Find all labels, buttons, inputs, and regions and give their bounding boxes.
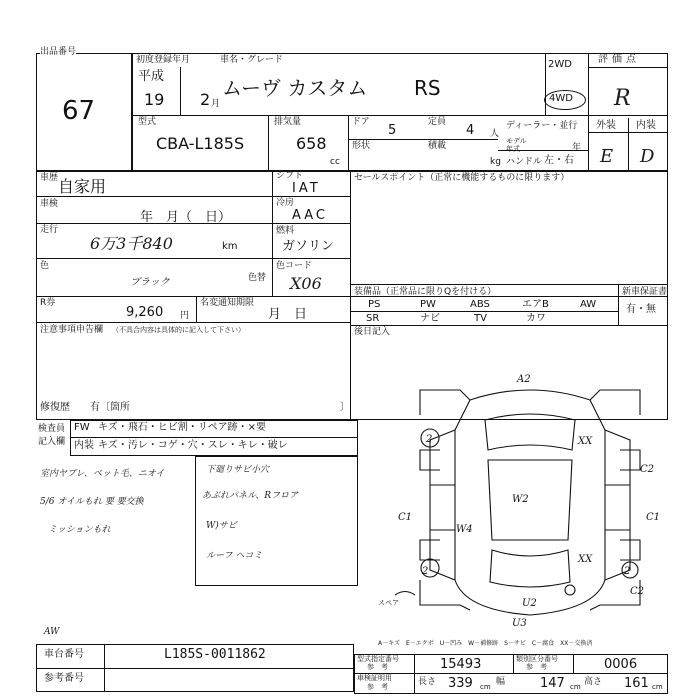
hand-right-3: W)サビ xyxy=(206,521,237,531)
ref-label: 参考番号 xyxy=(44,673,84,684)
width-unit: cm xyxy=(570,683,581,691)
damage-mark: XX xyxy=(578,436,593,447)
equipment-item: エアB xyxy=(522,299,549,310)
damage-mark: 2 xyxy=(426,434,433,445)
height-value: 161 xyxy=(624,676,649,691)
warranty-label: 新車保証書 xyxy=(622,287,668,297)
km-unit: km xyxy=(222,241,238,252)
type-value: CBA-L185S xyxy=(156,134,245,153)
aircon-value: AAC xyxy=(292,208,328,223)
history-value: 自家用 xyxy=(58,177,107,196)
equipment-item: SR xyxy=(366,313,380,324)
damage-mark: C1 xyxy=(398,512,413,523)
inspector-line-2: キズ・汚レ・コゲ・穴・スレ・キレ・破レ xyxy=(98,440,288,451)
mileage-value: 6万3千840 xyxy=(90,234,173,253)
dealer-label: ディーラー・並行 xyxy=(506,121,578,131)
hand-right-4: ルーフ ヘコミ xyxy=(206,551,263,561)
equipment-item: カワ xyxy=(526,313,546,324)
damage-mark: U3 xyxy=(512,618,527,629)
damage-mark: 2 xyxy=(422,566,429,577)
hand-left-1: 室内ヤブレ、ベット毛、ニオイ xyxy=(40,469,165,479)
exterior-label: 外装 xyxy=(596,120,616,131)
category-value: 0006 xyxy=(604,657,638,672)
hand-left-2: 5/6 オイルもれ 要 要交換 xyxy=(40,497,144,507)
handle-label: ハンドル xyxy=(506,157,543,167)
color-value: ブラック xyxy=(130,277,170,288)
after-label: 後日記入 xyxy=(354,327,391,337)
car-diagram xyxy=(400,370,670,630)
recycle-value: 9,260 xyxy=(126,305,164,320)
door-label: ドア xyxy=(352,117,370,127)
equipment-label: 装備品（正常品に限りQを付ける） xyxy=(354,287,497,297)
inspector-line-1: キズ・飛石・ヒビ割・リペア跡・×要 xyxy=(98,422,266,433)
door-value: 5 xyxy=(388,123,397,138)
chassis-label: 車台番号 xyxy=(44,649,84,660)
model-grade-label: 車名・グレード xyxy=(220,55,284,65)
equipment-item: TV xyxy=(474,313,487,324)
category-label: 類別区分番号 xyxy=(516,655,558,663)
damage-mark: 2 xyxy=(624,566,631,577)
damage-mark: U2 xyxy=(522,598,537,609)
equipment-item: PW xyxy=(420,299,436,310)
type-label: 型式 xyxy=(138,117,157,127)
equipment-item: PS xyxy=(368,299,381,310)
capacity-value: 4 xyxy=(466,123,475,138)
reg-month: 2 xyxy=(200,90,211,109)
inspector-label-2: 記入欄 xyxy=(38,437,66,447)
chassis-value: L185S-0011862 xyxy=(164,647,266,662)
year-unit: 年 xyxy=(572,143,582,153)
color-code-value: X06 xyxy=(290,274,322,293)
inspector-interior: 内装 xyxy=(74,440,94,451)
heisei-label: 平成 xyxy=(138,69,165,84)
lot-number: 67 xyxy=(62,96,96,126)
person-unit: 人 xyxy=(490,129,500,139)
color-no-label: 色替 xyxy=(248,273,267,283)
notice-label: 名変通知期限 xyxy=(200,298,255,308)
color-label: 色 xyxy=(40,261,50,271)
model-spec-sub: 参 考 xyxy=(367,663,388,671)
displacement-label: 排気量 xyxy=(274,117,302,127)
load-label: 積載 xyxy=(428,141,447,151)
damage-mark: W2 xyxy=(512,494,529,505)
month-unit: 月 xyxy=(211,99,221,109)
damage-mark: C2 xyxy=(640,464,655,475)
model-name: ムーヴ カスタム xyxy=(222,76,368,100)
capacity-label: 定員 xyxy=(428,117,447,127)
damage-mark: C2 xyxy=(630,586,645,597)
caution-label: 注意事項申告欄 xyxy=(40,325,104,335)
damage-mark: XX xyxy=(578,554,593,565)
height-label: 高さ xyxy=(584,677,603,687)
shaken-value: 年 月（ 日） xyxy=(140,210,232,225)
width-value: 147 xyxy=(540,676,565,691)
mileage-label: 走行 xyxy=(40,225,59,235)
history-label: 車歴 xyxy=(40,173,59,183)
legend: A－キズ E－エクボ U－凹み W－補修跡 S－サビ C－腐食 XX－交換済 xyxy=(378,640,593,647)
hand-right-1: 下廻りサビ小穴 xyxy=(206,465,270,475)
height-unit: cm xyxy=(652,683,663,691)
lot-label: 出品番号 xyxy=(40,47,77,57)
hand-right-2: あぶれパネル、Rフロア xyxy=(202,491,299,501)
yen-unit: 円 xyxy=(180,311,190,321)
equipment-item: ナビ xyxy=(420,313,440,324)
inspector-fw: FW xyxy=(74,422,90,433)
repair-value: 有〔箇所 xyxy=(90,402,130,413)
grade: RS xyxy=(414,76,441,100)
length-label: 長さ xyxy=(418,677,437,687)
recycle-label: R券 xyxy=(40,298,56,308)
spare-label: スペア xyxy=(378,599,399,607)
damage-mark: C1 xyxy=(646,512,661,523)
width-label: 幅 xyxy=(496,677,506,687)
shape-label: 形状 xyxy=(352,141,371,151)
caution-sub: （不具合内容は具体的に記入して下さい） xyxy=(112,326,245,334)
drive-2wd: 2WD xyxy=(548,59,572,70)
model-spec-label: 型式指定番号 xyxy=(357,655,399,663)
category-sub: 参 考 xyxy=(526,663,547,671)
repair-close: 〕 xyxy=(340,402,350,413)
kg-unit: kg xyxy=(490,157,501,167)
cert-label: 車検証明用 xyxy=(357,674,392,682)
shift-value: IAT xyxy=(292,181,321,196)
damage-mark: A2 xyxy=(517,374,531,385)
interior-value: D xyxy=(640,146,655,167)
aircon-label: 冷房 xyxy=(276,198,295,208)
hand-left-3: ミッションもれ xyxy=(48,525,111,535)
equipment-item: AW xyxy=(580,299,597,310)
fuel-value: ガソリン xyxy=(282,239,335,254)
length-unit: cm xyxy=(480,683,491,691)
displacement-value: 658 xyxy=(296,134,327,153)
color-code-label: 色コード xyxy=(276,261,313,271)
rating-value: R xyxy=(614,86,631,111)
model-year-label: モデル 年式 xyxy=(506,137,527,153)
exterior-value: E xyxy=(600,146,614,167)
shift-label: シフト xyxy=(276,171,304,181)
fuel-label: 燃料 xyxy=(276,226,295,236)
length-value: 339 xyxy=(448,676,473,691)
sales-point-label: セールスポイント（正常に機能するものに限ります） xyxy=(354,173,570,183)
equipment-item: ABS xyxy=(470,299,490,310)
warranty-value: 有・無 xyxy=(626,304,656,315)
repair-label: 修復歴 xyxy=(40,402,70,413)
interior-label: 内装 xyxy=(636,120,656,131)
cert-sub: 参 考 xyxy=(367,683,388,691)
handle-value: 左・右 xyxy=(544,155,574,166)
aw-mark: AW xyxy=(44,627,60,637)
drive-4wd: 4WD xyxy=(549,93,573,104)
damage-mark: W4 xyxy=(456,524,473,535)
reg-year: 19 xyxy=(144,90,165,109)
model-spec-value: 15493 xyxy=(440,657,482,672)
notice-value: 月 日 xyxy=(268,307,308,322)
cc-unit: cc xyxy=(330,157,340,167)
rating-label: 評価点 xyxy=(598,54,640,65)
first-reg-label: 初度登録年月 xyxy=(136,55,191,65)
inspector-label-1: 検査員 xyxy=(38,424,66,434)
shaken-label: 車検 xyxy=(40,199,59,209)
